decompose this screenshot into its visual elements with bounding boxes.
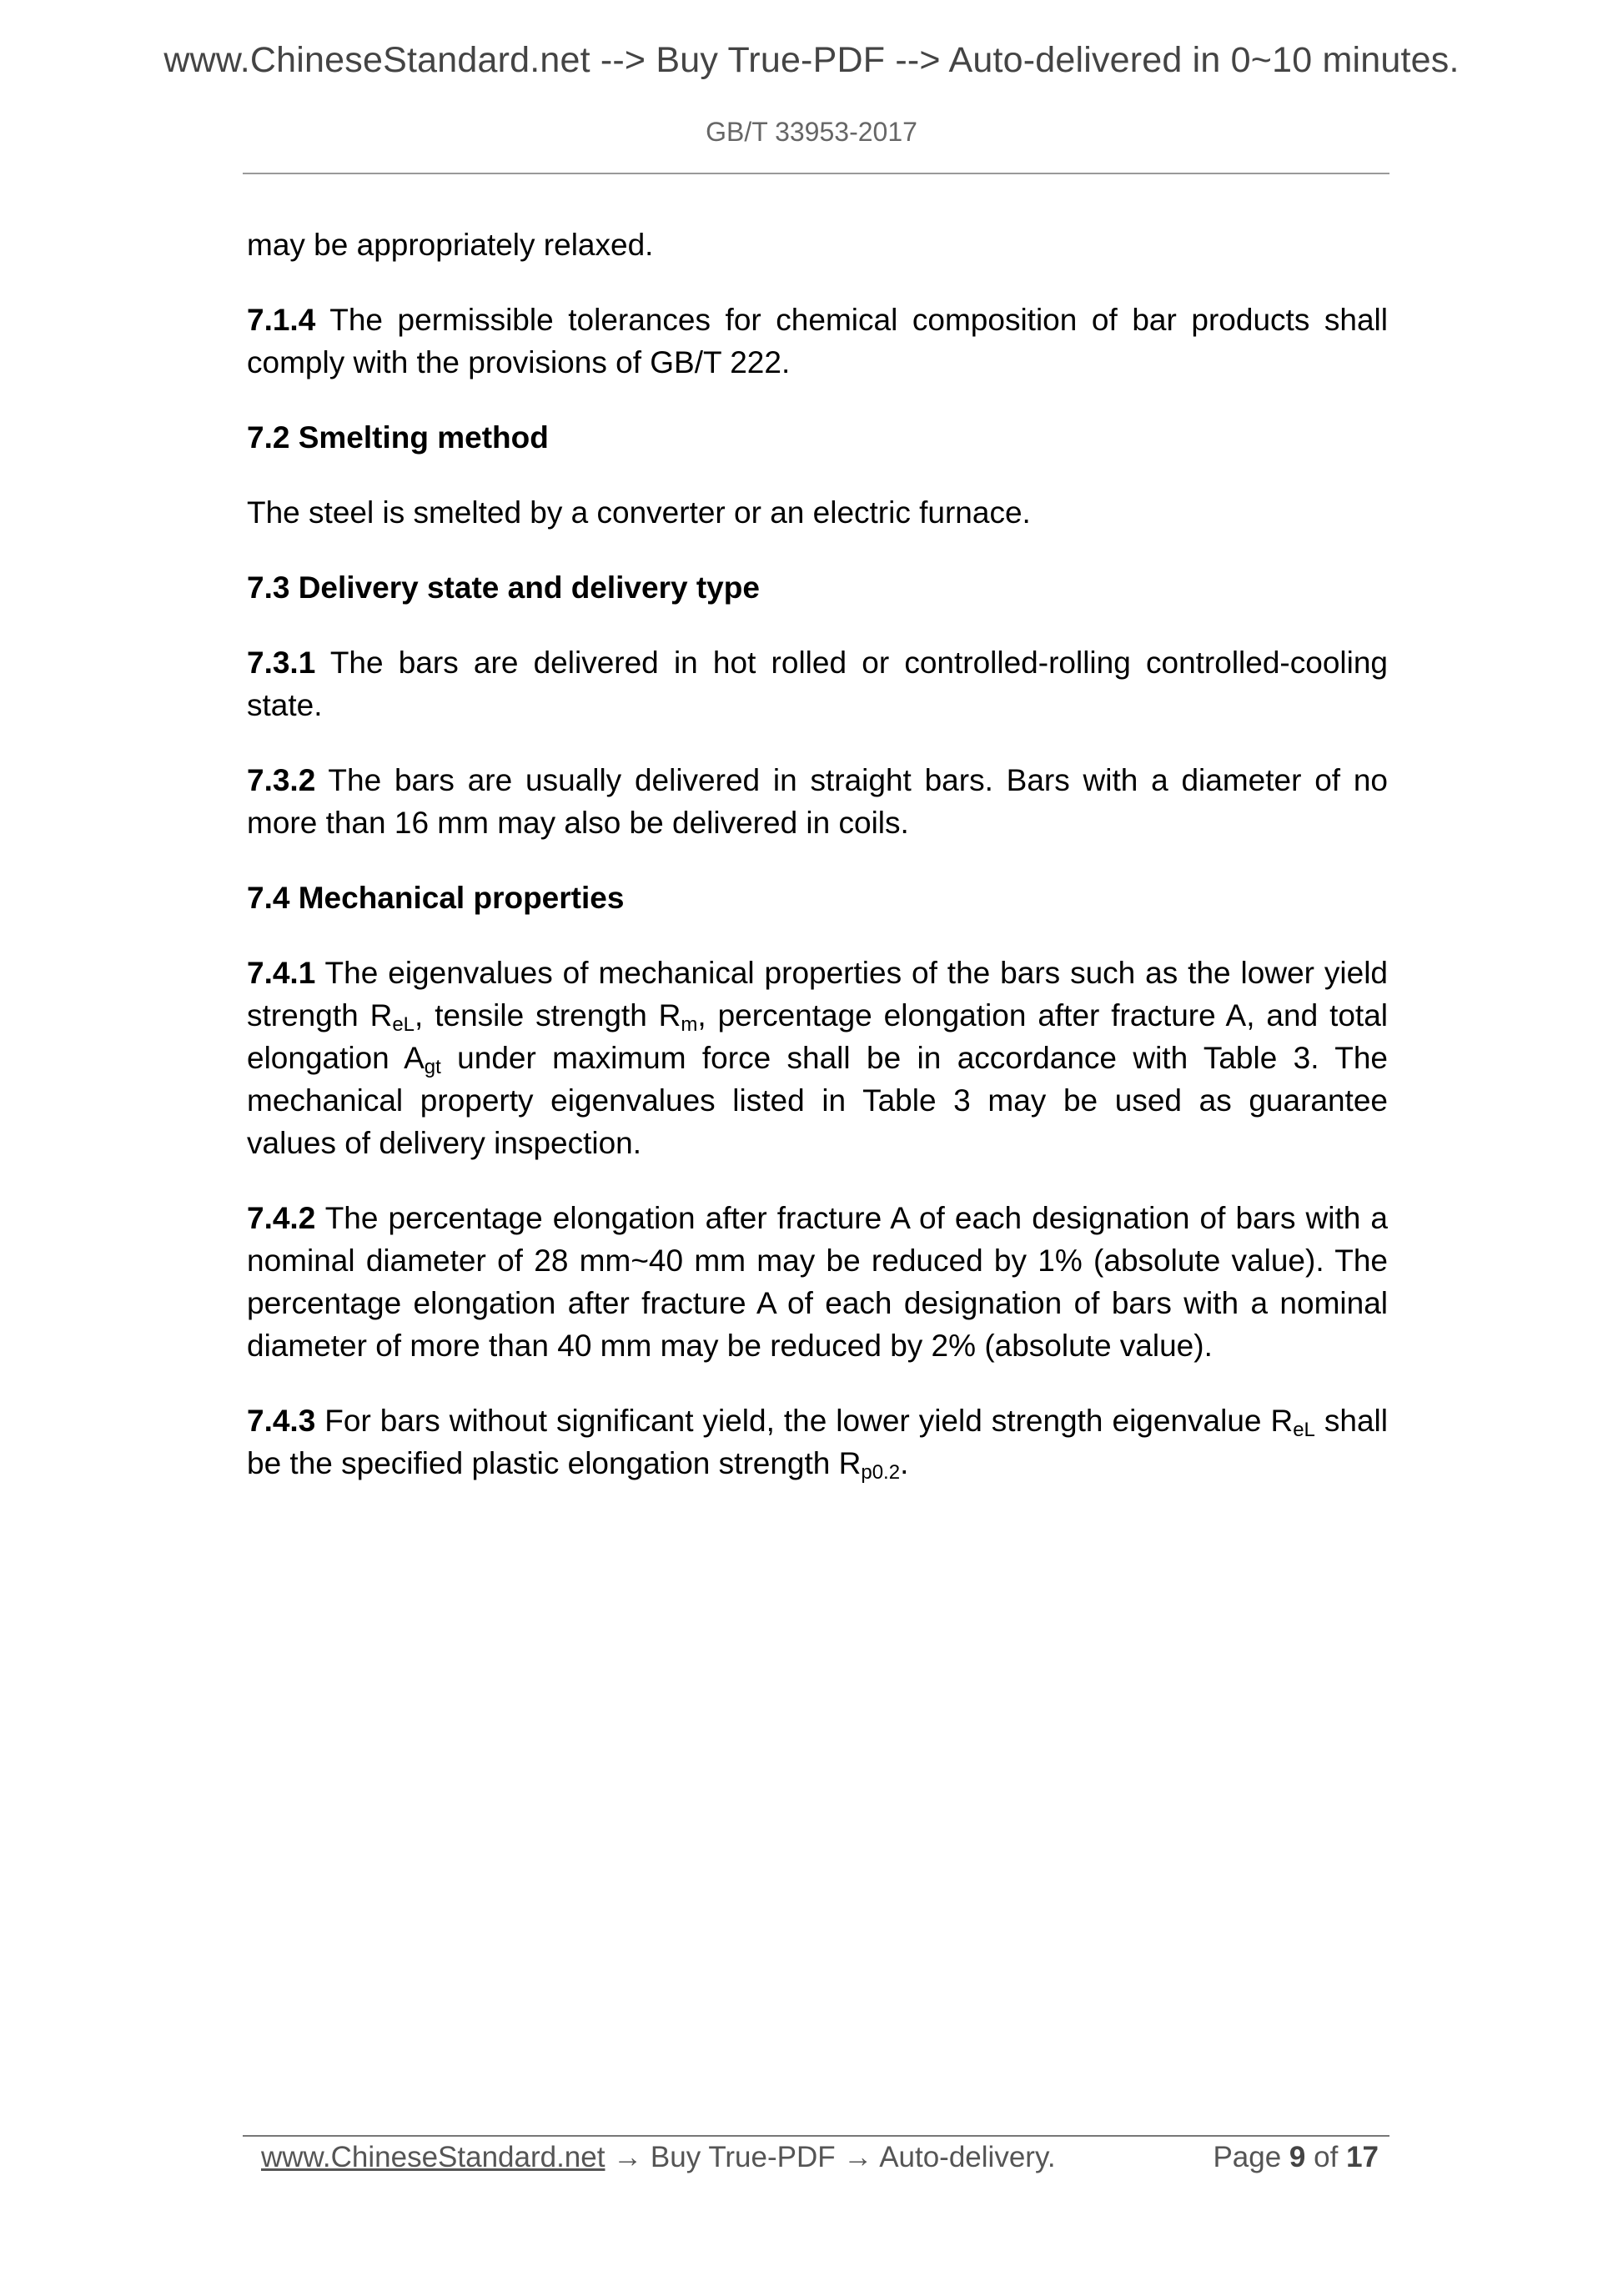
page-footer <box>261 2141 1379 2174</box>
footer-buy-text: Buy True-PDF <box>650 2141 836 2173</box>
clause-number: 7.3.2 <box>247 763 316 797</box>
subscript: p0.2 <box>861 1461 901 1484</box>
clause-7-3-1 <box>247 641 1388 726</box>
clause-7-4-3 <box>247 1399 1388 1485</box>
website-link[interactable]: www.ChineseStandard.net <box>261 2141 605 2173</box>
arrow-icon: → <box>605 2141 651 2173</box>
footer-divider <box>243 2135 1389 2137</box>
clause-text: For bars without significant yield, the lower yield strength eigenvalue R <box>315 1404 1294 1438</box>
section-heading-7-2: 7.2 Smelting method <box>247 420 549 455</box>
footer-promo <box>261 2141 1056 2174</box>
clause-text: The bars are usually delivered in straight bars. Bars with a diameter of no more than 16 mm may also be delivered in coils. <box>247 763 1388 840</box>
document-body <box>247 224 1388 1517</box>
clause-text: The eigenvalues of mechanical properties of the bars such as the lower yield strength R <box>247 956 1388 1032</box>
subscript: eL <box>392 1013 415 1036</box>
of-label: of <box>1314 2141 1339 2173</box>
subscript: m <box>681 1013 698 1036</box>
subscript: gt <box>424 1056 441 1078</box>
clause-number: 7.4.3 <box>247 1404 316 1438</box>
clause-text: , percentage elongation after fracture A, and total elongation A <box>247 998 1389 1075</box>
clause-number: 7.3.1 <box>247 646 316 680</box>
clause-7-3-2 <box>247 759 1388 844</box>
paragraph-7-2: The steel is smelted by a converter or an electric furnace. <box>247 495 1031 530</box>
page-number: 9 <box>1289 2141 1306 2173</box>
clause-7-1-4 <box>247 299 1388 384</box>
clause-text: The permissible tolerances for chemical composition of bar products shall comply with the provisions of GB/T 222. <box>247 303 1388 379</box>
document-code: GB/T 33953-2017 <box>706 117 917 147</box>
clause-text: under maximum force shall be in accordance with Table 3. The mechanical property eigenvalues listed in Table 3 may be used as guarantee values of delivery inspection. <box>247 1041 1388 1160</box>
arrow-icon: → <box>835 2141 880 2173</box>
clause-number: 7.4.1 <box>247 956 316 990</box>
subscript: eL <box>1293 1419 1315 1441</box>
clause-7-4-1 <box>247 952 1388 1164</box>
clause-text: . <box>900 1446 909 1480</box>
page-total: 17 <box>1346 2141 1379 2173</box>
footer-auto-text: Auto-delivery. <box>879 2141 1056 2173</box>
clause-7-4-2 <box>247 1197 1388 1367</box>
section-heading-7-4: 7.4 Mechanical properties <box>247 881 625 915</box>
clause-text: The bars are delivered in hot rolled or controlled-rolling controlled-cooling state. <box>247 646 1388 722</box>
paragraph-continuation: may be appropriately relaxed. <box>247 228 654 262</box>
clause-number: 7.1.4 <box>247 303 316 337</box>
clause-text: , tensile strength R <box>415 998 681 1032</box>
header-divider <box>243 173 1389 174</box>
section-heading-7-3: 7.3 Delivery state and delivery type <box>247 570 760 605</box>
page-indicator <box>1213 2141 1379 2174</box>
clause-number: 7.4.2 <box>247 1201 316 1235</box>
clause-text: shall be the specified plastic elongation strength R <box>247 1404 1388 1480</box>
top-banner: www.ChineseStandard.net --> Buy True-PDF --> Auto-delivered in 0~10 minutes. <box>163 40 1460 80</box>
clause-text: The percentage elongation after fracture A of each designation of bars with a nominal diameter of 28 mm~40 mm may be reduced by 1% (absolute value). The percentage elongation after fracture A of each designation of bars with a nominal diameter of more than 40 mm may be reduced by 2% (absolute value). <box>247 1201 1388 1363</box>
page-label: Page <box>1213 2141 1282 2173</box>
